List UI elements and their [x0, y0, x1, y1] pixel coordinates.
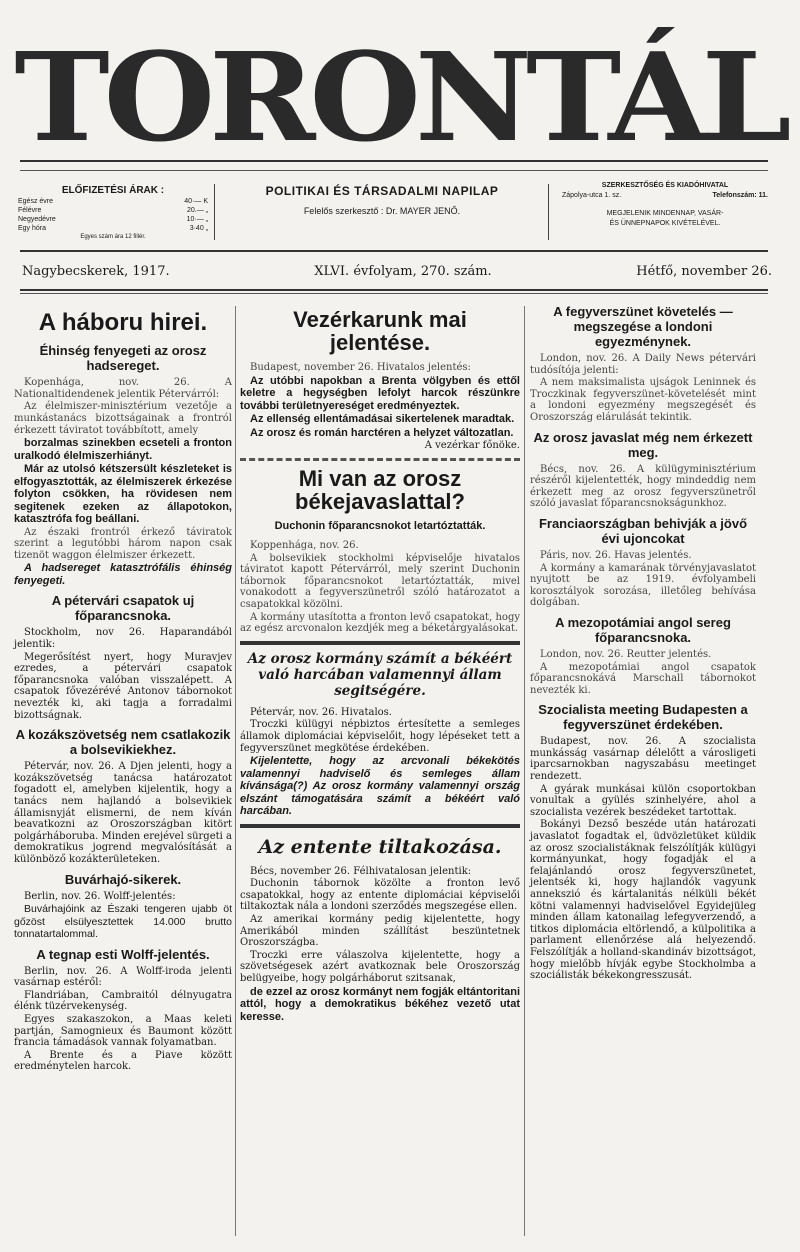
masthead-rule-thin — [20, 170, 768, 171]
dateline-issue: XLVI. évfolyam, 270. szám. — [314, 264, 492, 279]
article-title: Buvárhajó-sikerek. — [64, 871, 182, 887]
column-separator — [235, 306, 236, 1236]
article-para: Páris, nov. 26. Havas jelentés. — [540, 549, 692, 561]
article-para: A nem maksimalista ujságok Leninnek és Troczkinak fegyverszünet-követelését mint a londoni egyezmény megszegését és Oroszország elárulását tekintik. — [530, 377, 756, 423]
article-lead: borzalmas szinekben ecseteli a fronton uralkodó élelmiszerhiányt. — [14, 437, 232, 462]
article-para: Berlin, nov. 26. A Wolff-iroda jelenti vasárnap estéről: — [14, 965, 232, 989]
article-title: Az orosz javaslat még nem érkezett meg. — [533, 429, 753, 460]
single-issue-price: Egyes szám ára 12 fillér. — [80, 234, 146, 240]
article-para: Az északi frontról érkező táviratok szerint a legutóbbi három napon csak tizenöt waggon élelmiszer érkezett. — [14, 526, 232, 561]
column-2 — [240, 304, 520, 1024]
article-para: Troczki erre válaszolva kijelentette, hogy a szövetségesek azért avatkoznak bele Oroszország belügyeibe, hogy polgárháborut szitsanak, — [240, 949, 520, 985]
article-para: Troczki külügyi népbiztos értesítette a semleges államok diplomáciai képviselőit, hogy lépéseket tett a fegyverszünet megkötése érdekében. — [240, 719, 520, 754]
article-para: Az élelmiszer-minisztérium vezetője a munkástanács bizottságainak a frontról érkezett táviratot továbbított, amely — [14, 401, 232, 436]
dateline — [22, 264, 772, 279]
article-lead: Az ellenség ellentámadásai sikertelenek maradtak. — [250, 413, 515, 426]
article-para: A kormány a kamarának törvényjavaslatot nyujtott be az 1919. évfolyambeli korosztályok sorozása, illetőleg behívása dolgában. — [530, 562, 756, 609]
article-title: Franciaországban behivják a jövő évi ujoncokat — [538, 515, 748, 546]
masthead-separator — [214, 184, 215, 240]
subscription-heading: ELŐFIZETÉSI ÁRAK : — [61, 185, 165, 196]
column-3 — [530, 304, 756, 983]
article-para: Megerősítést nyert, hogy Muravjev ezredes, a pétervári csapatok főparancsnoka valóban visszalépett. A csapatok fővezérévé Antonov tábornokot nevezték ki, aki tagja a forradalmi bizottságnak. — [14, 651, 232, 721]
article-para: Bécs, nov. 26. A külügyminisztérium részéről kijelentették, hogy mindeddig nem érkezett meg az orosz fegyverszünetről szóló javaslat főparancsnokságunkhoz. — [530, 463, 756, 510]
editor-line: Felelős szerkesztő : Dr. MAYER JENŐ. — [303, 206, 461, 216]
col2-headline: Vezérkarunk mai jelentése. — [293, 307, 467, 356]
article-para: Stockholm, nov 26. Haparandából jelentik: — [14, 627, 232, 651]
subscription-box — [18, 186, 208, 242]
article-para: Budapest, november 26. Hivatalos jelentés: — [250, 362, 471, 374]
column-1 — [14, 304, 232, 1074]
article-para: Berlin, nov. 26. Wolff-jelentés: — [24, 890, 176, 902]
article-para: Buvárhajóink az Északi tengeren ujabb öt gőzöst elsülyesztettek 14.000 brutto tonnatartalommal. — [14, 903, 232, 941]
article-lead: Az utóbbi napokban a Brenta völgyben és ettől keletre a hegységben lefolyt harcok részünkre további területnyereséget eredményeztek. — [240, 374, 520, 412]
article-lead: de ezzel az orosz kormányt nem fogják eltántoritani attól, hogy a demokratikus békéhez vezető utat keresse. — [240, 985, 520, 1023]
column-separator — [524, 306, 525, 1236]
price-row: Egy hóra 3·40 „ — [18, 225, 208, 232]
article-title: A tegnap esti Wolff-jelentés. — [36, 946, 210, 962]
col2-headline-3: Az orosz kormány számít a békéért való harcában valamennyi állam segitségére. — [247, 650, 513, 699]
section-rule — [240, 824, 520, 828]
article-para: Koppenhága, nov. 26. — [250, 540, 359, 552]
article-para: Pétervár, nov. 26. Hivatalos. — [250, 706, 392, 718]
article-para: Flandriában, Cambraitól délnyugatra élénk tüzérvekenység. — [14, 989, 232, 1013]
article-para: Pétervár, nov. 26. A Djen jelenti, hogy a kozákszövetség tanácsa határozatot fogadott el, amelyben kijelentik, hogy a tanács nem hajlandó a bolsevikiek államisnyját elismerni, de nem kíván beavatkozni az Oroszországban kitört polgárháboruba. Minden erejével sürgeti a demokratikus jogrend megvalósítását a különböző kozákterületeken. — [14, 761, 232, 865]
masthead-separator — [548, 184, 549, 240]
dateline-day: Hétfő, november 26. — [636, 264, 772, 279]
article-lead: Az orosz és román harctéren a helyzet változatlan. — [250, 426, 514, 439]
paper-subtitle: POLITIKAI ÉS TÁRSADALMI NAPILAP — [265, 184, 499, 198]
signature: A vezérkar főnöke. — [424, 440, 520, 452]
article-para: A mezopotámiai angol csapatok főparancsnokává Marschall tábornokot nevezték ki. — [530, 661, 756, 696]
masthead-center — [222, 184, 542, 216]
article-para: A Brente és a Piave között eredménytelen harcok. — [14, 1049, 232, 1073]
article-para: Egyes szakaszokon, a Maas keleti partján, Samognieux és Baumont között francia támadások vannak folyamatban. — [14, 1014, 232, 1049]
article-para: London, nov. 26. Reutter jelentés. — [540, 648, 712, 660]
office-info: SZERKESZTŐSÉG ÉS KIADÓHIVATAL Zápolya-utca 1. sz. Telefonszám: 11. MEGJELENIK MINDENNAP, VASÁR- ÉS ÜNNEPNAPOK KIVÉTELÉVEL. — [562, 182, 768, 227]
masthead-title: TORONTÁL — [14, 26, 786, 170]
article-lead: A hadsereget katasztrófális éhinség fenyegeti. — [14, 562, 232, 587]
col2-headline-4: Az entente tiltakozása. — [258, 835, 502, 858]
article-para: Duchonin tábornok közölte a fronton levő csapatokkal, hogy az entente diplomáciai képviselői tiltakoztak nála a londoni szerződés megszegése ellen. — [240, 878, 520, 913]
article-title: A kozákszövetség nem csatlakozik a bolsevikiekhez. — [15, 727, 231, 758]
price-row: Negyedévre 10·— „ — [18, 216, 208, 223]
price-row: Félévre 20.— „ — [18, 207, 208, 214]
section-rule — [240, 641, 520, 645]
section-rule — [240, 458, 520, 461]
masthead-rule-top — [20, 160, 768, 162]
article-para: A kormány utasította a fronton levő csapatokat, hogy az egész arcvonalon kezdjék meg a béketárgyalásokat. — [240, 611, 520, 635]
article-title: A pétervári csapatok uj főparancsnoka. — [51, 593, 195, 624]
article-para: Budapest, nov. 26. A szocialista munkásság vasárnap délelőtt a városligeti iparcsarnokban nagyszabásu meetinget rendezett. — [530, 736, 756, 783]
col1-headline: A háboru hirei. — [38, 309, 208, 336]
dateline-rule — [20, 289, 768, 291]
price-row: Egész évre 40·— K — [18, 198, 208, 205]
article-para: Az amerikai kormány pedig kijelentette, hogy Amerikából minden szállítást beszüntetnek Oroszországba. — [240, 914, 520, 949]
article-lead: Már az utolsó kétszersült készleteket is elfogyasztották, az élelmiszerek érkezése folyton csökken, ha rövidesen nem segitenek ezeken az állapotokon, katasztrófa fog beállani. — [14, 463, 232, 526]
article-lead: Kijelentette, hogy az arcvonali békekötés valamennyi hadviselő és semleges állam kívánsága(?) Az orosz kormány valamennyi ország elszánt támogatására számít a békéért való harcában. — [240, 755, 520, 818]
article-para: Kopenhága, nov. 26. A Nationaltidendenek jelentik Pétervárról: — [14, 377, 232, 400]
masthead-rule-bottom — [20, 250, 768, 252]
dateline-rule-thin — [20, 293, 768, 294]
article-para: Bokányi Dezső beszéde után határozati javaslatot fogadtak el, üdvözletüket küldik az orosz szocialistáknak felszólítják külügyi kormányunkat, hogy fogadják el a felajánlandó orosz fegyverszünetet, jelentsék ki, hogy hajlandók vagyunk annekszió és kártalanitás nélküli békét kötni valamennyi hadviselővel Egyidejüleg minden állam katonailag lefegyverzendő, a titkos diplomácia eltörlendő, a külpolitika a parlament ellenőrzése alá helyezendő. Felszólítják a holland-skandináv bizottságot, hogy mielőbb hívják egybe Stockholmba a szociálisták békekongresszusát. — [530, 819, 756, 982]
article-title: A fegyverszünet követelés — megszegése a londoni egyezménynek. — [553, 304, 733, 349]
article-para: A gyárak munkásai külön csoportokban vonultak a gyülés szinhelyére, ahol a szocialista vezérek beszédeket tartottak. — [530, 783, 756, 818]
dateline-place: Nagybecskerek, 1917. — [22, 264, 170, 279]
article-para: London, nov. 26. A Daily News pétervári tudósítója jelenti: — [530, 353, 756, 376]
article-title: Éhinség fenyegeti az orosz hadsereget. — [39, 343, 207, 374]
article-para: A bolsevikiek stockholmi képviselője hivatalos táviratot kapott Pétervárról, mely szerint Duchonin tábornok főparancsnokot letartóztatták, mivel vonakodott a fegyverszünetről szóló határozatot a csapatokkal közölni. — [240, 552, 520, 611]
article-para: Bécs, november 26. Félhivatalosan jelentik: — [250, 865, 472, 877]
col2-headline-2: Mi van az orosz békejavaslattal? — [295, 465, 465, 514]
article-title: A mezopotámiai angol sereg főparancsnoka. — [555, 614, 731, 645]
article-subtitle: Duchonin főparancsnokot letartóztatták. — [274, 520, 486, 533]
article-title: Szocialista meeting Budapesten a fegyverszünet érdekében. — [538, 702, 748, 733]
